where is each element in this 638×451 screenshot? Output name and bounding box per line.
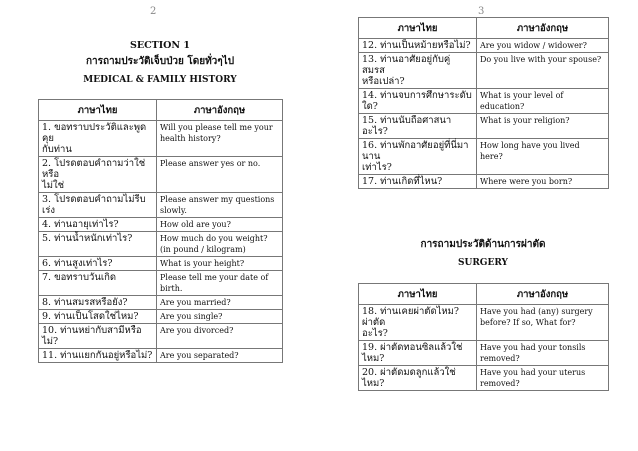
- table-row: [359, 139, 609, 175]
- thai-cell: [359, 89, 477, 114]
- cell-line: What is your level of: [480, 91, 564, 100]
- cell-line: 12. ท่านเป็นหม้ายหรือไม่?: [362, 40, 471, 51]
- table-row: [359, 89, 609, 114]
- surgery-thai-title: การถามประวัติด้านการผ่าตัด: [420, 239, 546, 250]
- cell-line: What is your height?: [160, 259, 245, 268]
- cell-line: slowly.: [160, 206, 187, 215]
- english-cell: [157, 157, 283, 193]
- english-cell: [157, 218, 283, 232]
- cell-line: How much do you weight?: [160, 234, 268, 243]
- english-cell: [477, 139, 609, 175]
- thai-cell: [39, 232, 157, 257]
- cell-line: Have you had your uterus: [480, 368, 586, 377]
- cell-line: หรือเปล่า?: [362, 76, 405, 87]
- table-row: [39, 310, 283, 324]
- thai-cell: [359, 366, 477, 391]
- cell-line: 6. ท่านสูงเท่าไร?: [42, 258, 113, 269]
- table-row: [39, 324, 283, 349]
- cell-line: Are you married?: [160, 298, 231, 307]
- english-cell: [477, 89, 609, 114]
- table-row: [39, 349, 283, 363]
- cell-line: ไม่ใช่: [42, 180, 65, 191]
- thai-cell: [39, 310, 157, 324]
- table-row: [39, 193, 283, 218]
- history-table-right: [358, 17, 609, 189]
- english-cell: [157, 271, 283, 296]
- cell-line: Have you had your tonsils: [480, 343, 586, 352]
- table-row: [359, 114, 609, 139]
- thai-cell: [39, 349, 157, 363]
- cell-line: Do you live with your spouse?: [480, 55, 602, 64]
- english-cell: [157, 349, 283, 363]
- table-row: [359, 175, 609, 189]
- cell-line: 10. ท่านหย่ากับสามีหรือไม่?: [42, 325, 142, 347]
- english-cell: [477, 366, 609, 391]
- table-row: [359, 366, 609, 391]
- table-row: [359, 305, 609, 341]
- english-cell: [477, 53, 609, 89]
- cell-line: 9. ท่านเป็นโสดใช่ไหม?: [42, 311, 139, 322]
- thai-cell: [39, 296, 157, 310]
- cell-line: 20. ผ่าตัดมดลูกแล้วใช่ไหม?: [362, 367, 456, 389]
- table-row: [39, 157, 283, 193]
- table-row: [39, 296, 283, 310]
- cell-line: education?: [480, 102, 525, 111]
- thai-column-header: ภาษาไทย: [359, 284, 477, 305]
- english-cell: [157, 257, 283, 271]
- thai-column-header: ภาษาไทย: [359, 18, 477, 39]
- cell-line: before? If so, What for?: [480, 318, 576, 327]
- thai-section-title: การถามประวัติเจ็บป่วย โดยทั่วๆไป: [85, 56, 235, 67]
- english-section-title: MEDICAL & FAMILY HISTORY: [83, 75, 237, 85]
- cell-line: 2. โปรดตอบคำถามว่าใช่หรือ: [42, 158, 146, 180]
- thai-cell: [39, 271, 157, 296]
- section-title: SECTION 1: [129, 40, 191, 51]
- english-column-header: ภาษาอังกฤษ: [477, 284, 609, 305]
- surgery-table: [358, 283, 609, 391]
- surgery-english-title: SURGERY: [457, 258, 508, 268]
- table-header-row: [39, 100, 283, 121]
- thai-cell: [39, 324, 157, 349]
- english-column-header: ภาษาอังกฤษ: [157, 100, 283, 121]
- table-row: [39, 232, 283, 257]
- cell-line: 18. ท่านเคยผ่าตัดไหม? ผ่าตัด: [362, 306, 460, 328]
- table-row: [359, 39, 609, 53]
- thai-cell: [359, 139, 477, 175]
- thai-cell: [359, 341, 477, 366]
- cell-line: อะไร?: [362, 328, 388, 339]
- cell-line: 5. ท่านน้ำหนักเท่าไร?: [42, 233, 133, 244]
- left-page: [38, 0, 282, 451]
- cell-line: 14. ท่านจบการศึกษาระดับใด?: [362, 90, 472, 112]
- cell-line: 4. ท่านอายุเท่าไร?: [42, 219, 119, 230]
- table-header-row: [359, 18, 609, 39]
- cell-line: 8. ท่านสมรสหรือยัง?: [42, 297, 128, 308]
- thai-cell: [39, 193, 157, 218]
- cell-line: 1. ขอทราบประวัติและพูดคุย: [42, 122, 147, 144]
- english-cell: [157, 193, 283, 218]
- cell-line: Have you had (any) surgery: [480, 307, 593, 316]
- cell-line: removed?: [480, 379, 520, 388]
- history-table-left: [38, 99, 283, 363]
- cell-line: 7. ขอทราบวันเกิด: [42, 272, 117, 283]
- cell-line: How old are you?: [160, 220, 231, 229]
- cell-line: 16. ท่านพักอาศัยอยู่ที่นี่มานาน: [362, 140, 469, 162]
- thai-column-header: ภาษาไทย: [39, 100, 157, 121]
- english-cell: [157, 324, 283, 349]
- cell-line: กับท่าน: [42, 144, 72, 155]
- english-column-header: ภาษาอังกฤษ: [477, 18, 609, 39]
- thai-cell: [39, 157, 157, 193]
- thai-cell: [39, 121, 157, 157]
- cell-line: Are you divorced?: [160, 326, 234, 335]
- cell-line: Please tell me your date of: [160, 273, 269, 282]
- english-cell: [477, 114, 609, 139]
- cell-line: 17. ท่านเกิดที่ไหน?: [362, 176, 443, 187]
- cell-line: removed?: [480, 354, 520, 363]
- cell-line: here?: [480, 152, 503, 161]
- page-number-right: 3: [478, 6, 485, 17]
- cell-line: What is your religion?: [480, 116, 570, 125]
- english-cell: [477, 175, 609, 189]
- english-cell: [157, 121, 283, 157]
- table-row: [359, 341, 609, 366]
- cell-line: Please answer yes or no.: [160, 159, 261, 168]
- thai-cell: [359, 53, 477, 89]
- table-row: [359, 53, 609, 89]
- thai-cell: [39, 218, 157, 232]
- thai-cell: [359, 39, 477, 53]
- right-page: [358, 0, 608, 451]
- cell-line: 19. ผ่าตัดทอนซิลแล้วใช่ไหม?: [362, 342, 463, 364]
- english-cell: [477, 39, 609, 53]
- table-row: [39, 257, 283, 271]
- english-cell: [157, 310, 283, 324]
- cell-line: เท่าไร?: [362, 162, 392, 173]
- cell-line: birth.: [160, 284, 183, 293]
- english-cell: [477, 341, 609, 366]
- table-row: [39, 218, 283, 232]
- cell-line: Please answer my questions: [160, 195, 275, 204]
- cell-line: health history?: [160, 134, 221, 143]
- table-row: [39, 121, 283, 157]
- cell-line: 3. โปรดตอบคำถามไม่รีบเร่ง: [42, 194, 146, 216]
- cell-line: 13. ท่านอาศัยอยู่กับคู่สมรส: [362, 54, 451, 76]
- english-cell: [477, 305, 609, 341]
- cell-line: Are you separated?: [160, 351, 239, 360]
- table-row: [39, 271, 283, 296]
- thai-cell: [359, 114, 477, 139]
- cell-line: 11. ท่านแยกกันอยู่หรือไม่?: [42, 350, 153, 361]
- cell-line: Where were you born?: [480, 177, 573, 186]
- english-cell: [157, 296, 283, 310]
- page-number-left: 2: [150, 6, 157, 17]
- thai-cell: [39, 257, 157, 271]
- cell-line: Are you single?: [160, 312, 223, 321]
- thai-cell: [359, 175, 477, 189]
- cell-line: Are you widow / widower?: [480, 41, 587, 50]
- table-header-row: [359, 284, 609, 305]
- english-cell: [157, 232, 283, 257]
- thai-cell: [359, 305, 477, 341]
- cell-line: (in pound / kilogram): [160, 245, 246, 254]
- cell-line: Will you please tell me your: [160, 123, 273, 132]
- cell-line: 15. ท่านนับถือศาสนาอะไร?: [362, 115, 452, 137]
- cell-line: How long have you lived: [480, 141, 580, 150]
